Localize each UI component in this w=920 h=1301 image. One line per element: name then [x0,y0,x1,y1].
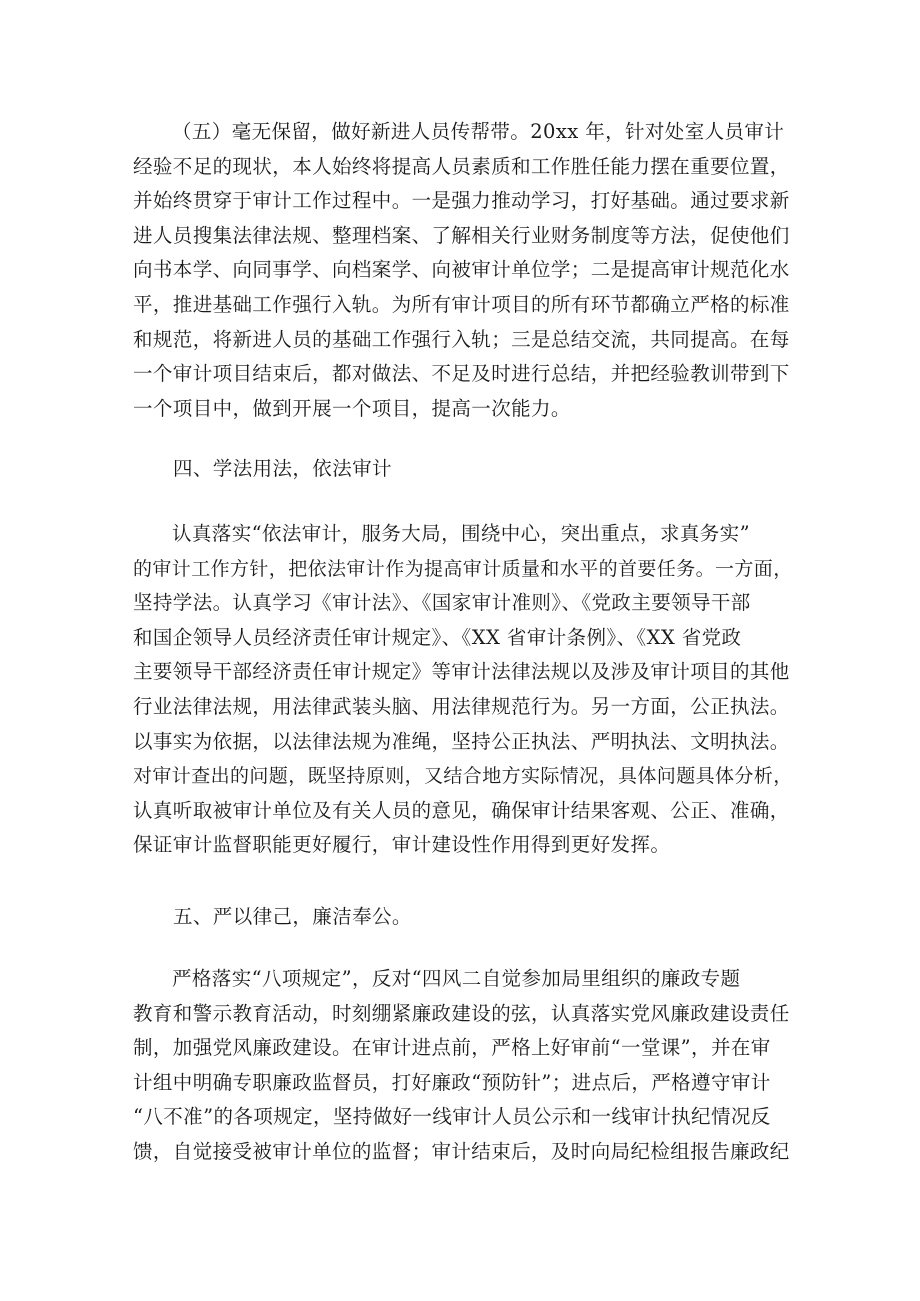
text-line: （五）毫无保留，做好新进人员传帮带。20xx 年，针对处室人员审计 [172,120,785,143]
text-line: 平，推进基础工作强行入轨。为所有审计项目的所有环节都确立严格的标准 [133,292,790,316]
text-line: 和国企领导人员经济责任审计规定》、《XX 省审计条例》、《XX 省党政 [133,625,742,649]
text-line: 计组中明确专职廉政监督员，打好廉政“预防针”；进点后，严格遵守审计 [133,1070,771,1094]
text-line: 一个项目中，做到开展一个项目，提高一次能力。 [133,396,571,420]
paragraph-law [133,517,798,863]
text-line: 保证审计监督职能更好履行，审计建设性作用得到更好发挥。 [133,833,671,857]
text-line: 认真听取被审计单位及有关人员的意见，确保审计结果客观、公正、准确， [133,798,790,822]
text-line: 主要领导干部经济责任审计规定》等审计法律法规以及涉及审计项目的其他 [133,660,790,684]
text-line: 经验不足的现状，本人始终将提高人员素质和工作胜任能力摆在重要位置， [133,154,790,178]
text-line: 认真落实“依法审计，服务大局，围绕中心，突出重点，求真务实” [172,522,750,545]
text-line: 并始终贯穿于审计工作过程中。一是强力推动学习，打好基础。通过要求新 [133,189,790,213]
text-line: 以事实为依据，以法律法规为准绳，坚持公正执法、严明执法、文明执法。 [133,729,790,753]
section-heading-4: 四、学法用法，依法审计 [173,457,392,480]
text-line: 和规范，将新进人员的基础工作强行入轨；三是总结交流，共同提高。在每 [133,327,790,351]
paragraph-integrity [133,962,798,1170]
text-line: 向书本学、向同事学、向档案学、向被审计单位学；二是提高审计规范化水 [133,258,790,282]
text-line: 一个审计项目结束后，都对做法、不足及时进行总结，并把经验教训带到下 [133,362,790,386]
text-line: 馈，自觉接受被审计单位的监督；审计结束后，及时向局纪检组报告廉政纪 [133,1139,790,1163]
text-line: “八不准”的各项规定，坚持做好一线审计人员公示和一线审计执纪情况反 [133,1105,771,1129]
text-line: 严格落实“八项规定”，反对“四风二自觉参加局里组织的廉政专题 [172,967,741,990]
text-line: 制，加强党风廉政建设。在审计进点前，严格上好审前“一堂课”，并在审 [133,1036,771,1060]
text-line: 行业法律法规，用法律武装头脑、用法律规范行为。另一方面，公正执法。 [133,694,790,718]
text-line: 的审计工作方针，把依法审计作为提高审计质量和水平的首要任务。一方面， [133,557,793,580]
text-line: 教育和警示教育活动，时刻绷紧廉政建设的弦，认真落实党风廉政建设责任 [133,1001,790,1025]
text-line: 对审计查出的问题，既坚持原则，又结合地方实际情况，具体问题具体分析， [133,765,793,788]
paragraph-mentoring [133,115,798,426]
text-line: 进人员搜集法律法规、整理档案、了解相关行业财务制度等方法，促使他们 [133,223,790,247]
text-line: 坚持学法。认真学习《审计法》、《国家审计准则》、《党政主要领导干部 [133,591,751,615]
section-heading-5: 五、严以律己，廉洁奉公。 [173,905,412,928]
